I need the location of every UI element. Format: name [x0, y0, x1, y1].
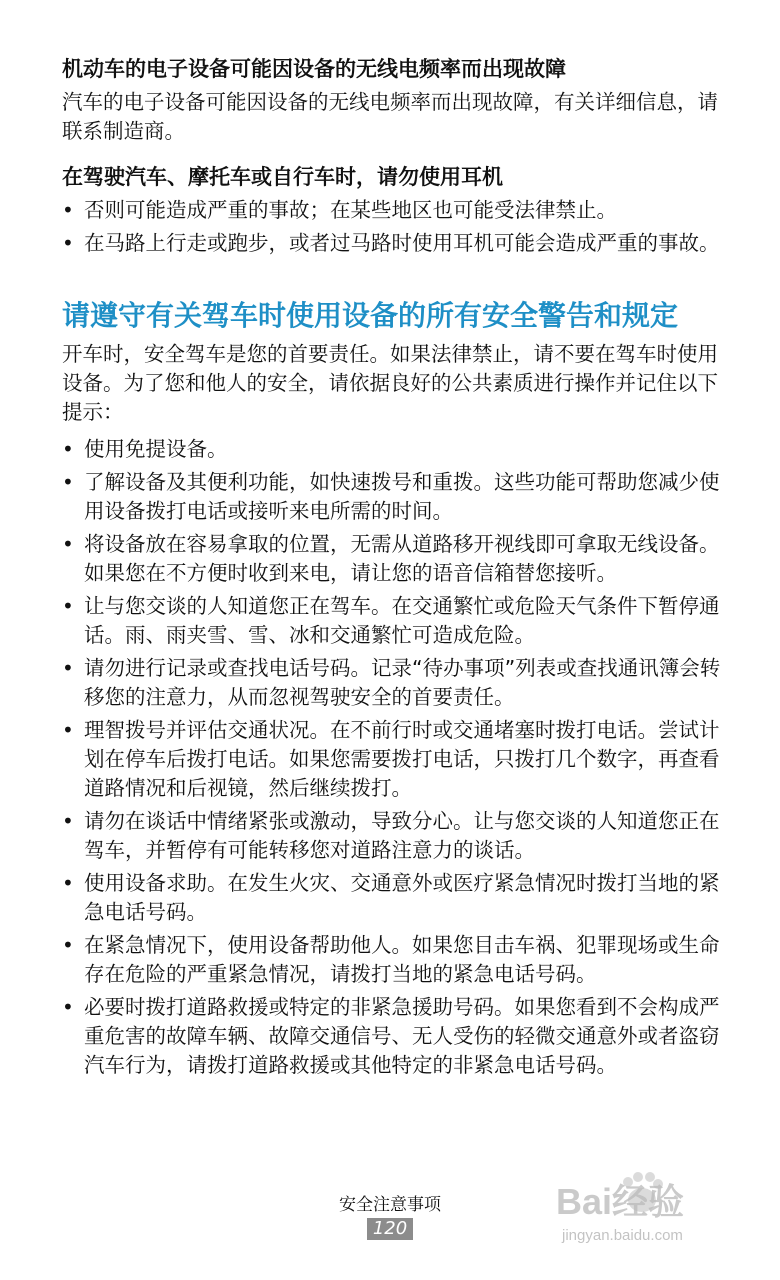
- list-item-text: 请勿进行记录或查找电话号码。记录“待办事项”列表或查找通讯簿会转移您的注意力，从而忽视驾驶安全的首要责任。: [84, 656, 721, 709]
- list-item-text: 在紧急情况下，使用设备帮助他人。如果您目击车祸、犯罪现场或生命存在危险的严重紧急情况，请拨打当地的紧急电话号码。: [84, 933, 720, 986]
- section-paragraph: 开车时，安全驾车是您的首要责任。如果法律禁止，请不要在驾车时使用设备。为了您和他人的安全，请依据良好的公共素质进行操作并记住以下提示：: [62, 342, 718, 424]
- section-paragraph: 汽车的电子设备可能因设备的无线电频率而出现故障，有关详细信息，请联系制造商。: [62, 90, 718, 143]
- list-item: [62, 654, 722, 712]
- main-heading: 请遵守有关驾车时使用设备的所有安全警告和规定: [62, 299, 679, 332]
- list-item: [62, 468, 722, 526]
- list-item: [62, 196, 722, 225]
- bullet-icon: •: [62, 198, 74, 222]
- section-heading: 在驾驶汽车、摩托车或自行车时，请勿使用耳机: [62, 165, 503, 189]
- list-item-text: 让与您交谈的人知道您正在驾车。在交通繁忙或危险天气条件下暂停通话。雨、雨夹雪、雪、冰和交通繁忙可造成危险。: [84, 594, 720, 647]
- bullet-list: [62, 435, 722, 1080]
- list-item: [62, 993, 722, 1080]
- list-item: [62, 530, 722, 588]
- bullet-list: [62, 196, 722, 258]
- list-item: [62, 716, 722, 803]
- list-item: [62, 869, 722, 927]
- bullet-icon: •: [62, 470, 74, 494]
- list-item-text: 必要时拨打道路救援或特定的非紧急援助号码。如果您看到不会构成严重危害的故障车辆、故障交通信号、无人受伤的轻微交通意外或者盗窃汽车行为，请拨打道路救援或其他特定的非紧急电话号码。: [84, 995, 720, 1077]
- list-item-text: 请勿在谈话中情绪紧张或激动，导致分心。让与您交谈的人知道您正在驾车，并暂停有可能转移您对道路注意力的谈话。: [84, 809, 720, 862]
- watermark-url: jingyan.baidu.com: [562, 1227, 683, 1244]
- list-item-text: 使用设备求助。在发生火灾、交通意外或医疗紧急情况时拨打当地的紧急电话号码。: [84, 871, 720, 924]
- bullet-icon: •: [62, 532, 74, 556]
- bullet-icon: •: [62, 871, 74, 895]
- document-page: [62, 54, 722, 1084]
- bullet-icon: •: [62, 995, 74, 1019]
- bullet-icon: •: [62, 656, 74, 680]
- bullet-icon: •: [62, 231, 74, 255]
- bullet-icon: •: [62, 718, 74, 742]
- list-item: [62, 229, 722, 258]
- bullet-icon: •: [62, 809, 74, 833]
- footer-title: 安全注意事项: [339, 1195, 441, 1215]
- bullet-icon: •: [62, 594, 74, 618]
- list-item-text: 在马路上行走或跑步，或者过马路时使用耳机可能会造成严重的事故。: [84, 231, 720, 255]
- list-item: [62, 592, 722, 650]
- list-item: [62, 931, 722, 989]
- list-item-text: 使用免提设备。: [84, 437, 228, 461]
- watermark-logo-text: Bai经验: [556, 1181, 685, 1222]
- list-item: [62, 435, 722, 464]
- baidu-jingyan-watermark: [554, 1168, 754, 1248]
- list-item: [62, 807, 722, 865]
- bullet-icon: •: [62, 933, 74, 957]
- list-item-text: 理智拨号并评估交通状况。在不前行时或交通堵塞时拨打电话。尝试计划在停车后拨打电话。如果您需要拨打电话，只拨打几个数字，再查看道路情况和后视镜，然后继续拨打。: [84, 718, 720, 800]
- page-number-badge: 120: [367, 1218, 413, 1240]
- list-item-text: 否则可能造成严重的事故；在某些地区也可能受法律禁止。: [84, 198, 617, 222]
- list-item-text: 将设备放在容易拿取的位置，无需从道路移开视线即可拿取无线设备。如果您在不方便时收到来电，请让您的语音信箱替您接听。: [84, 532, 720, 585]
- list-item-text: 了解设备及其便利功能，如快速拨号和重拨。这些功能可帮助您减少使用设备拨打电话或接听来电所需的时间。: [84, 470, 720, 523]
- section-heading: 机动车的电子设备可能因设备的无线电频率而出现故障: [62, 57, 566, 81]
- bullet-icon: •: [62, 437, 74, 461]
